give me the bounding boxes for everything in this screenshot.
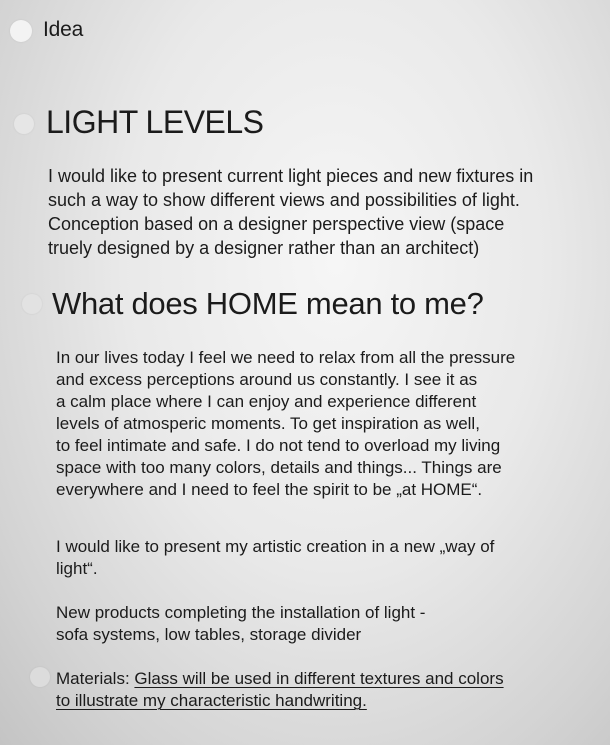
paragraph-line: everywhere and I need to feel the spirit to be „at HOME“.	[56, 480, 483, 499]
paragraph-line: sofa systems, low tables, storage divider	[56, 625, 362, 644]
paragraph-line: I would like to present my artistic creation in a new „way of	[56, 537, 495, 556]
lead-line: such a way to show different views and possibilities of light.	[48, 190, 520, 210]
materials-line-1	[56, 668, 596, 690]
paragraph-line: and excess perceptions around us constantly. I see it as	[56, 370, 478, 389]
lead-line: I would like to present current light pieces and new fixtures in	[48, 166, 534, 186]
lead-line: truely designed by a designer rather than an architect)	[48, 238, 480, 258]
bullet-dot-light-levels	[14, 114, 34, 134]
paragraph-line: to feel intimate and safe. I do not tend to overload my living	[56, 436, 501, 455]
paragraph-line: levels of atmosperic moments. To get inspiration as well,	[56, 414, 480, 433]
lead-line: Conception based on a designer perspective view (space	[48, 214, 505, 234]
paragraph-line: space with too many colors, details and things... Things are	[56, 458, 502, 477]
paragraph-home-meaning	[56, 347, 596, 501]
materials-underlined-text: to illustrate my characteristic handwriting.	[56, 691, 367, 710]
paragraph-materials	[56, 668, 596, 712]
lead-paragraph	[48, 164, 588, 260]
paragraph-line: a calm place where I can enjoy and experience different	[56, 392, 477, 411]
paragraph-line: In our lives today I feel we need to relax from all the pressure	[56, 348, 516, 367]
heading-home: What does HOME mean to me?	[52, 286, 484, 321]
materials-underlined-text: Glass will be used in different textures and colors	[134, 669, 504, 688]
section-label-idea: Idea	[43, 18, 84, 41]
paragraph-line: light“.	[56, 559, 98, 578]
bullet-dot-idea	[10, 20, 32, 42]
paragraph-line: New products completing the installation of light -	[56, 603, 426, 622]
bullet-dot-materials	[30, 667, 50, 687]
materials-label: Materials:	[56, 669, 135, 688]
paragraph-new-products	[56, 602, 596, 646]
heading-light-levels: LIGHT LEVELS	[46, 104, 264, 140]
paragraph-artistic-creation	[56, 536, 596, 580]
bullet-dot-home	[22, 294, 42, 314]
